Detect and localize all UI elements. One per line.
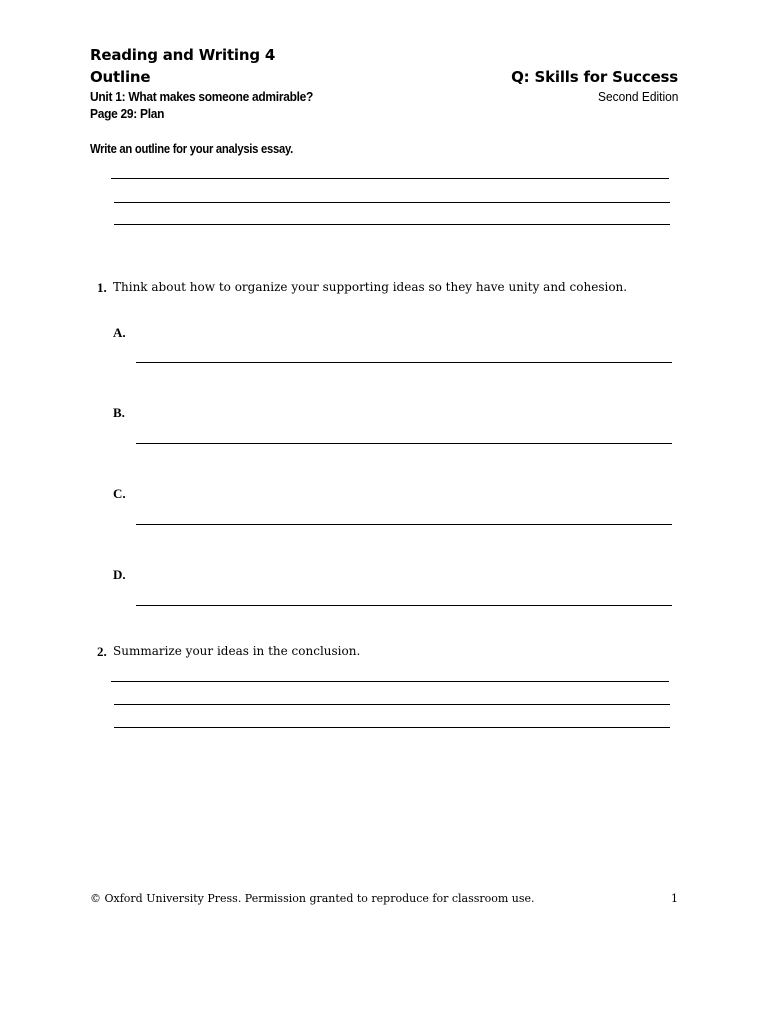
question-text: Think about how to organize your supporting ideas so they have unity and cohesion. — [113, 280, 628, 294]
writing-line — [111, 681, 669, 682]
brand-title: Q: Skills for Success — [511, 68, 678, 86]
section-title: Outline — [90, 68, 151, 86]
question-number: 1. — [97, 280, 107, 295]
writing-line — [136, 443, 672, 444]
writing-line — [114, 224, 670, 225]
edition-label: Second Edition — [597, 89, 678, 104]
outline-item-label: A. — [113, 325, 126, 340]
writing-line — [114, 704, 670, 705]
question-text: Summarize your ideas in the conclusion. — [113, 644, 361, 658]
page-number: 1 — [671, 892, 678, 905]
copyright-notice: © Oxford University Press. Permission granted to reproduce for classroom use. — [90, 892, 535, 905]
writing-line — [114, 727, 670, 728]
question-number: 2. — [97, 644, 107, 659]
instruction-text: Write an outline for your analysis essay. — [90, 142, 293, 156]
outline-item-label: B. — [113, 405, 125, 420]
writing-line — [136, 362, 672, 363]
writing-line — [111, 178, 669, 179]
outline-item-label: D. — [113, 567, 126, 582]
writing-line — [136, 605, 672, 606]
page-reference: Page 29: Plan — [90, 106, 165, 121]
writing-line — [136, 524, 672, 525]
unit-heading: Unit 1: What makes someone admirable? — [90, 89, 314, 104]
outline-item-label: C. — [113, 486, 126, 501]
writing-line — [114, 202, 670, 203]
course-title: Reading and Writing 4 — [90, 46, 276, 64]
